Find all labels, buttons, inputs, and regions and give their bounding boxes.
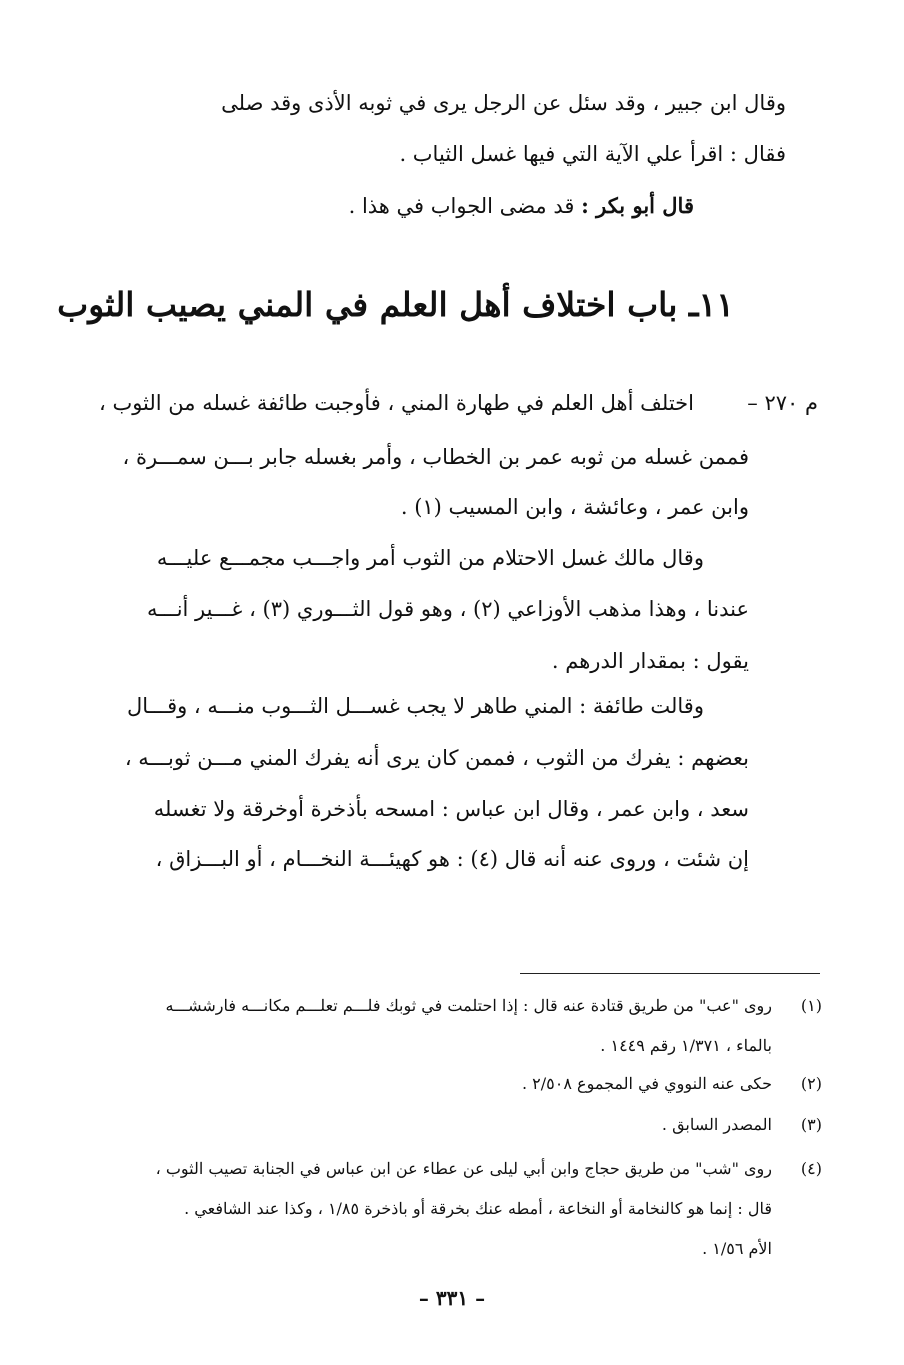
paragraph-2-line-1: وقال مالك غسل الاحتلام من الثوب أمر واجـــب مجمـــع عليـــه xyxy=(156,546,704,570)
footnote-4-number: (٤) xyxy=(800,1159,822,1178)
intro-line-1: وقال ابن جبير ، وقد سئل عن الرجل يرى في ثوبه الأذى وقد صلى xyxy=(221,91,786,115)
paragraph-1-line-1: اختلف أهل العلم في طهارة المني ، فأوجبت طائفة غسله من الثوب ، xyxy=(98,391,694,415)
paragraph-1-line-3: وابن عمر ، وعائشة ، وابن المسيب (١) . xyxy=(400,495,749,519)
section-number: م ٢٧٠ – xyxy=(747,391,818,415)
paragraph-3-line-2: بعضهم : يفرك من الثوب ، فممن كان يرى أنه يفرك المني مـــن ثوبـــه ، xyxy=(124,746,749,770)
intro-line-3 xyxy=(349,189,694,223)
footnote-2-number: (٢) xyxy=(800,1074,822,1093)
footnote-separator xyxy=(520,973,820,974)
footnote-1-number: (١) xyxy=(800,996,822,1015)
footnote-3-number: (٣) xyxy=(800,1115,822,1134)
paragraph-1-line-2: فممن غسله من ثوبه عمر بن الخطاب ، وأمر بغسله جابر بـــن سمـــرة ، xyxy=(122,445,749,469)
footnote-3-line-1: المصدر السابق . xyxy=(661,1115,772,1134)
paragraph-2-line-3: يقول : بمقدار الدرهم . xyxy=(551,649,749,673)
intro-line-3-text: قد مضى الجواب في هذا . xyxy=(348,194,582,218)
intro-line-2: فقال : اقرأ علي الآية التي فيها غسل الثياب . xyxy=(399,142,786,166)
chapter-heading: ١١ـ باب اختلاف أهل العلم في المني يصيب الثوب xyxy=(57,285,734,324)
footnote-2-line-1: حكى عنه النووي في المجموع ٢/٥٠٨ . xyxy=(522,1074,772,1093)
paragraph-3-line-3: سعد ، وابن عمر ، وقال ابن عباس : امسحه بأذخرة أوخرقة ولا تغسله xyxy=(153,797,749,821)
footnote-4-line-3: الأم ١/٥٦ . xyxy=(702,1239,772,1258)
paragraph-3-line-1: وقالت طائفة : المني طاهر لا يجب غســـل الثـــوب منـــه ، وقـــال xyxy=(126,694,704,718)
footnote-4-line-1: روى "شب" من طريق حجاج وابن أبي ليلى عن عطاء عن ابن عباس في الجنابة تصيب الثوب ، xyxy=(155,1159,772,1178)
footnote-1-line-2: بالماء ، ١/٣٧١ رقم ١٤٤٩ . xyxy=(600,1036,772,1055)
page-number: – ٣٣١ – xyxy=(418,1286,486,1310)
footnote-1-line-1: روى "عب" من طريق قتادة عنه قال : إذا احتلمت في ثوبك فلـــم تعلـــم مكانـــه فارششـــه xyxy=(165,996,772,1015)
speaker-label: قال أبو بكر : xyxy=(581,193,694,218)
footnote-4-line-2: قال : إنما هو كالنخامة أو النخاعة ، أمطه عنك بخرقة أو باذخرة ١/٨٥ ، وكذا عند الشافعي . xyxy=(184,1199,772,1218)
paragraph-3-line-4: إن شئت ، وروى عنه أنه قال (٤) : هو كهيئـــة النخـــام ، أو البـــزاق ، xyxy=(155,847,749,871)
paragraph-2-line-2: عندنا ، وهذا مذهب الأوزاعي (٢) ، وهو قول الثـــوري (٣) ، غـــير أنـــه xyxy=(146,597,749,621)
